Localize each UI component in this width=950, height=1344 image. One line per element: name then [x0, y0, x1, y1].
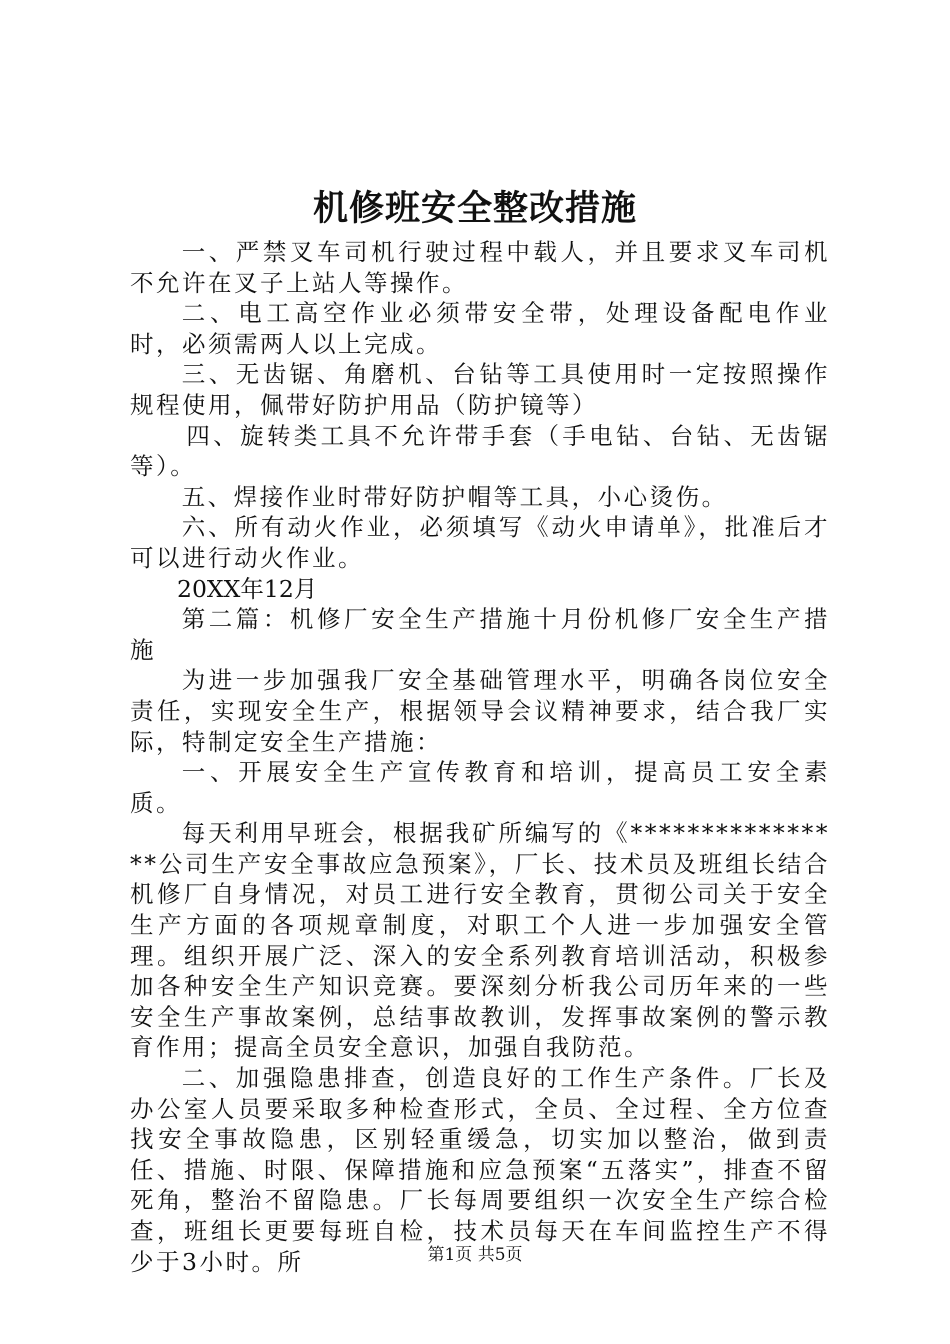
paragraph-2: 二、电工高空作业必须带安全带，处理设备配电作业时，必须需两人以上完成。 [130, 299, 830, 358]
paragraph-3: 三、无齿锯、角磨机、台钻等工具使用时一定按照操作规程使用，佩带好防护用品（防护镜等） [130, 360, 830, 419]
document-title: 机修班安全整改措施 [312, 188, 637, 229]
section-two-heading: 第二篇：机修厂安全生产措施十月份机修厂安全生产措施 [130, 605, 830, 664]
paragraph-1: 一、严禁叉车司机行驶过程中载人，并且要求叉车司机不允许在叉子上站人等操作。 [130, 238, 830, 297]
paragraph-training: 每天利用早班会，根据我矿所编写的《****************公司生产安全事故应急预案》，厂长、技术员及班组长结合机修厂自身情况，对员工进行安全教育，贯彻公司关于安全生产方面的各项规章制度，对职工个人进一步加强安全管理。组织开展广泛、深入的安全系列教育培训活动，积极参加各种安全生产知识竞赛。要深刻分析我公司历年来的一些安全生产事故案例，总结事故教训，发挥事故案例的警示教育作用；提高全员安全意识，加强自我防范。 [130, 819, 830, 1062]
document-body [130, 237, 830, 1277]
paragraph-item-2: 二、加强隐患排查，创造良好的工作生产条件。厂长及办公室人员要采取多种检查形式，全员、全过程、全方位查找安全事故隐患，区别轻重缓急，切实加以整治，做到责任、措施、时限、保障措施和应急预案“五落实”，排查不留死角，整治不留隐患。厂长每周要组织一次安全生产综合检查，班组长更要每班自检，技术员每天在车间监控生产不得少于3小时。所 [130, 1064, 830, 1276]
paragraph-6: 六、所有动火作业，必须填写《动火申请单》，批准后才可以进行动火作业。 [130, 513, 830, 572]
page-footer: 第1页 共5页 [427, 1245, 523, 1265]
paragraph-4: 四、旋转类工具不允许带手套（手电钻、台钻、无齿锯等）。 [130, 421, 830, 481]
date-line: 20XX年12月 [177, 574, 318, 603]
paragraph-5: 五、焊接作业时带好防护帽等工具，小心烫伤。 [181, 482, 728, 511]
paragraph-item-1: 一、开展安全生产宣传教育和培训，提高员工安全素质。 [130, 758, 830, 817]
paragraph-intro: 为进一步加强我厂安全基础管理水平，明确各岗位安全责任，实现安全生产，根据领导会议精神要求，结合我厂实际，特制定安全生产措施： [130, 666, 830, 756]
